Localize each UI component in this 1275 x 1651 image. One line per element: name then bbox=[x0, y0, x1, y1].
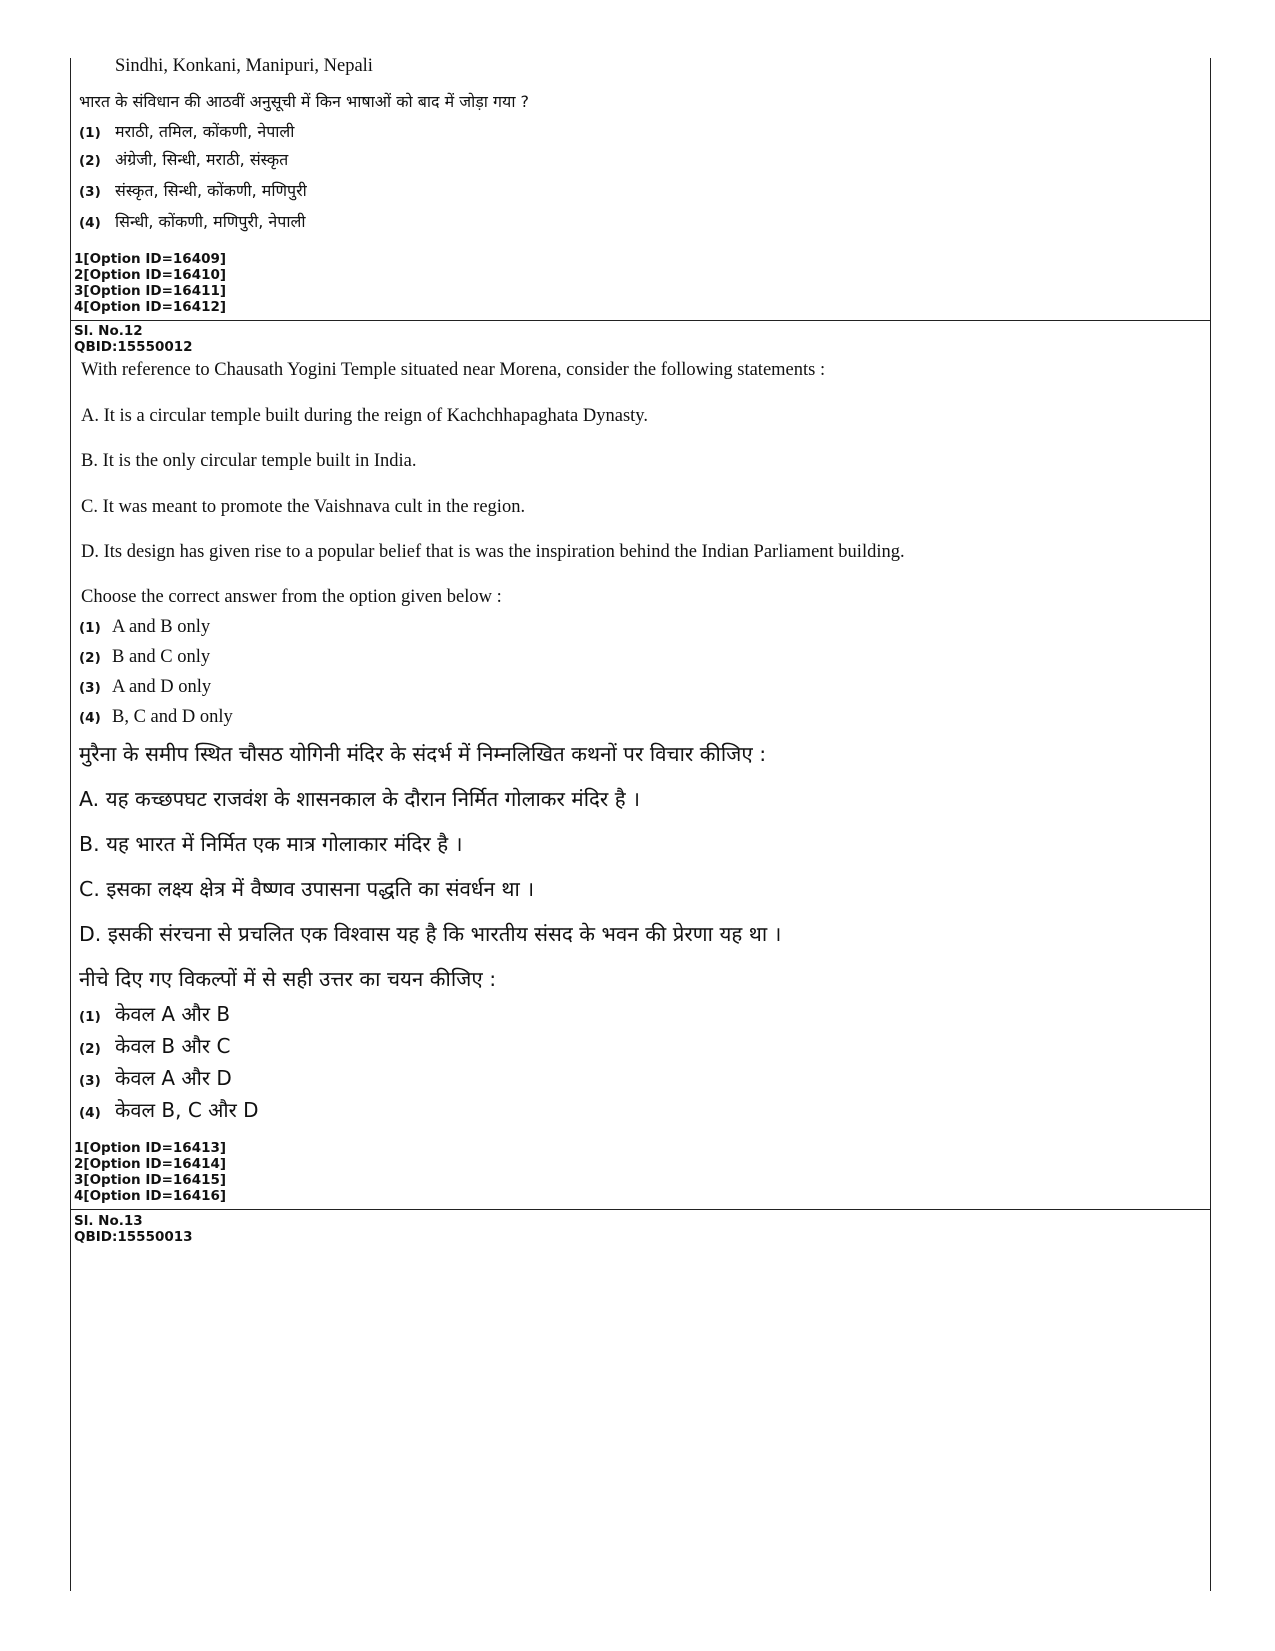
q11-option-id-3: 3[Option ID=16411] bbox=[74, 283, 227, 299]
q12-hindi-option-3[interactable] bbox=[79, 1064, 232, 1091]
q11-hindi-option-4[interactable] bbox=[79, 210, 305, 232]
option-text: A and D only bbox=[112, 677, 212, 697]
option-number: (3) bbox=[79, 1073, 101, 1089]
q11-option-id-1: 1[Option ID=16409] bbox=[74, 251, 227, 267]
q12-hindi-statement-d: D. इसकी संरचना से प्रचलित एक विश्वास यह है कि भारतीय संसद के भवन की प्रेरणा यह था । bbox=[79, 922, 782, 946]
option-number: (4) bbox=[79, 215, 101, 231]
option-number: (2) bbox=[79, 650, 101, 666]
option-text: केवल B, C और D bbox=[115, 1098, 259, 1122]
option-text: A and B only bbox=[112, 617, 211, 637]
q12-hindi-choose: नीचे दिए गए विकल्पों में से सही उत्तर का चयन कीजिए : bbox=[79, 967, 497, 991]
q11-english-option-4: Sindhi, Konkani, Manipuri, Nepali bbox=[115, 56, 373, 76]
q12-option-id-3: 3[Option ID=16415] bbox=[74, 1172, 227, 1188]
q12-option-id-1: 1[Option ID=16413] bbox=[74, 1140, 227, 1156]
page-frame bbox=[70, 58, 1211, 1591]
option-number: (4) bbox=[79, 1105, 101, 1121]
q12-english-statement-a: A. It is a circular temple built during the reign of Kachchhapaghata Dynasty. bbox=[81, 406, 648, 426]
question-divider bbox=[70, 1209, 1211, 1210]
q13-sl-no: Sl. No.13 bbox=[74, 1213, 143, 1229]
q12-hindi-option-2[interactable] bbox=[79, 1032, 230, 1059]
q11-option-id-2: 2[Option ID=16410] bbox=[74, 267, 227, 283]
option-text: अंग्रेजी, सिन्धी, मराठी, संस्कृत bbox=[115, 150, 289, 169]
option-text: सिन्धी, कोंकणी, मणिपुरी, नेपाली bbox=[115, 212, 306, 231]
q12-hindi-statement-c: C. इसका लक्ष्य क्षेत्र में वैष्णव उपासना पद्धति का संवर्धन था । bbox=[79, 877, 535, 901]
q11-hindi-option-3[interactable] bbox=[79, 179, 307, 201]
q12-option-id-4: 4[Option ID=16416] bbox=[74, 1188, 227, 1204]
q13-qbid: QBID:15550013 bbox=[74, 1229, 193, 1245]
q12-english-option-3[interactable] bbox=[79, 677, 211, 698]
q12-hindi-option-4[interactable] bbox=[79, 1096, 259, 1123]
option-text: केवल A और B bbox=[115, 1002, 231, 1026]
q12-option-id-2: 2[Option ID=16414] bbox=[74, 1156, 227, 1172]
question-divider bbox=[70, 320, 1211, 321]
option-number: (1) bbox=[79, 125, 101, 141]
q12-sl-no: Sl. No.12 bbox=[74, 323, 143, 339]
q12-english-statement-d: D. Its design has given rise to a popular belief that is was the inspiration behind the Indian Parliament building. bbox=[81, 542, 905, 562]
q12-qbid: QBID:15550012 bbox=[74, 339, 193, 355]
q12-hindi-option-1[interactable] bbox=[79, 1000, 230, 1027]
option-text: B and C only bbox=[112, 647, 211, 667]
q12-english-choose: Choose the correct answer from the option given below : bbox=[81, 587, 502, 607]
q11-option-id-4: 4[Option ID=16412] bbox=[74, 299, 227, 315]
option-number: (1) bbox=[79, 620, 101, 636]
option-number: (3) bbox=[79, 680, 101, 696]
q12-hindi-statement-b: B. यह भारत में निर्मित एक मात्र गोलाकार मंदिर है । bbox=[79, 832, 463, 856]
option-text: केवल B और C bbox=[115, 1034, 231, 1058]
q12-english-statement-b: B. It is the only circular temple built in India. bbox=[81, 451, 417, 471]
q11-hindi-option-2[interactable] bbox=[79, 148, 288, 170]
q12-english-stem: With reference to Chausath Yogini Temple situated near Morena, consider the following statements : bbox=[81, 360, 826, 380]
option-text: केवल A और D bbox=[115, 1066, 232, 1090]
option-number: (2) bbox=[79, 153, 101, 169]
option-text: संस्कृत, सिन्धी, कोंकणी, मणिपुरी bbox=[115, 181, 307, 200]
q12-english-statement-c: C. It was meant to promote the Vaishnava cult in the region. bbox=[81, 497, 526, 517]
option-text: B, C and D only bbox=[112, 707, 233, 727]
q12-hindi-statement-a: A. यह कच्छपघट राजवंश के शासनकाल के दौरान निर्मित गोलाकर मंदिर है । bbox=[79, 787, 640, 811]
q12-english-option-1[interactable] bbox=[79, 617, 210, 638]
option-text: मराठी, तमिल, कोंकणी, नेपाली bbox=[115, 122, 295, 141]
q11-hindi-question: भारत के संविधान की आठवीं अनुसूची में किन भाषाओं को बाद में जोड़ा गया ? bbox=[79, 92, 530, 111]
q11-hindi-option-1[interactable] bbox=[79, 120, 294, 142]
option-number: (2) bbox=[79, 1041, 101, 1057]
q12-hindi-stem: मुरैना के समीप स्थित चौसठ योगिनी मंदिर के संदर्भ में निम्नलिखित कथनों पर विचार कीजिए : bbox=[79, 742, 767, 766]
q12-english-option-4[interactable] bbox=[79, 707, 233, 728]
option-number: (3) bbox=[79, 184, 101, 200]
option-number: (4) bbox=[79, 710, 101, 726]
option-number: (1) bbox=[79, 1009, 101, 1025]
q12-english-option-2[interactable] bbox=[79, 647, 210, 668]
